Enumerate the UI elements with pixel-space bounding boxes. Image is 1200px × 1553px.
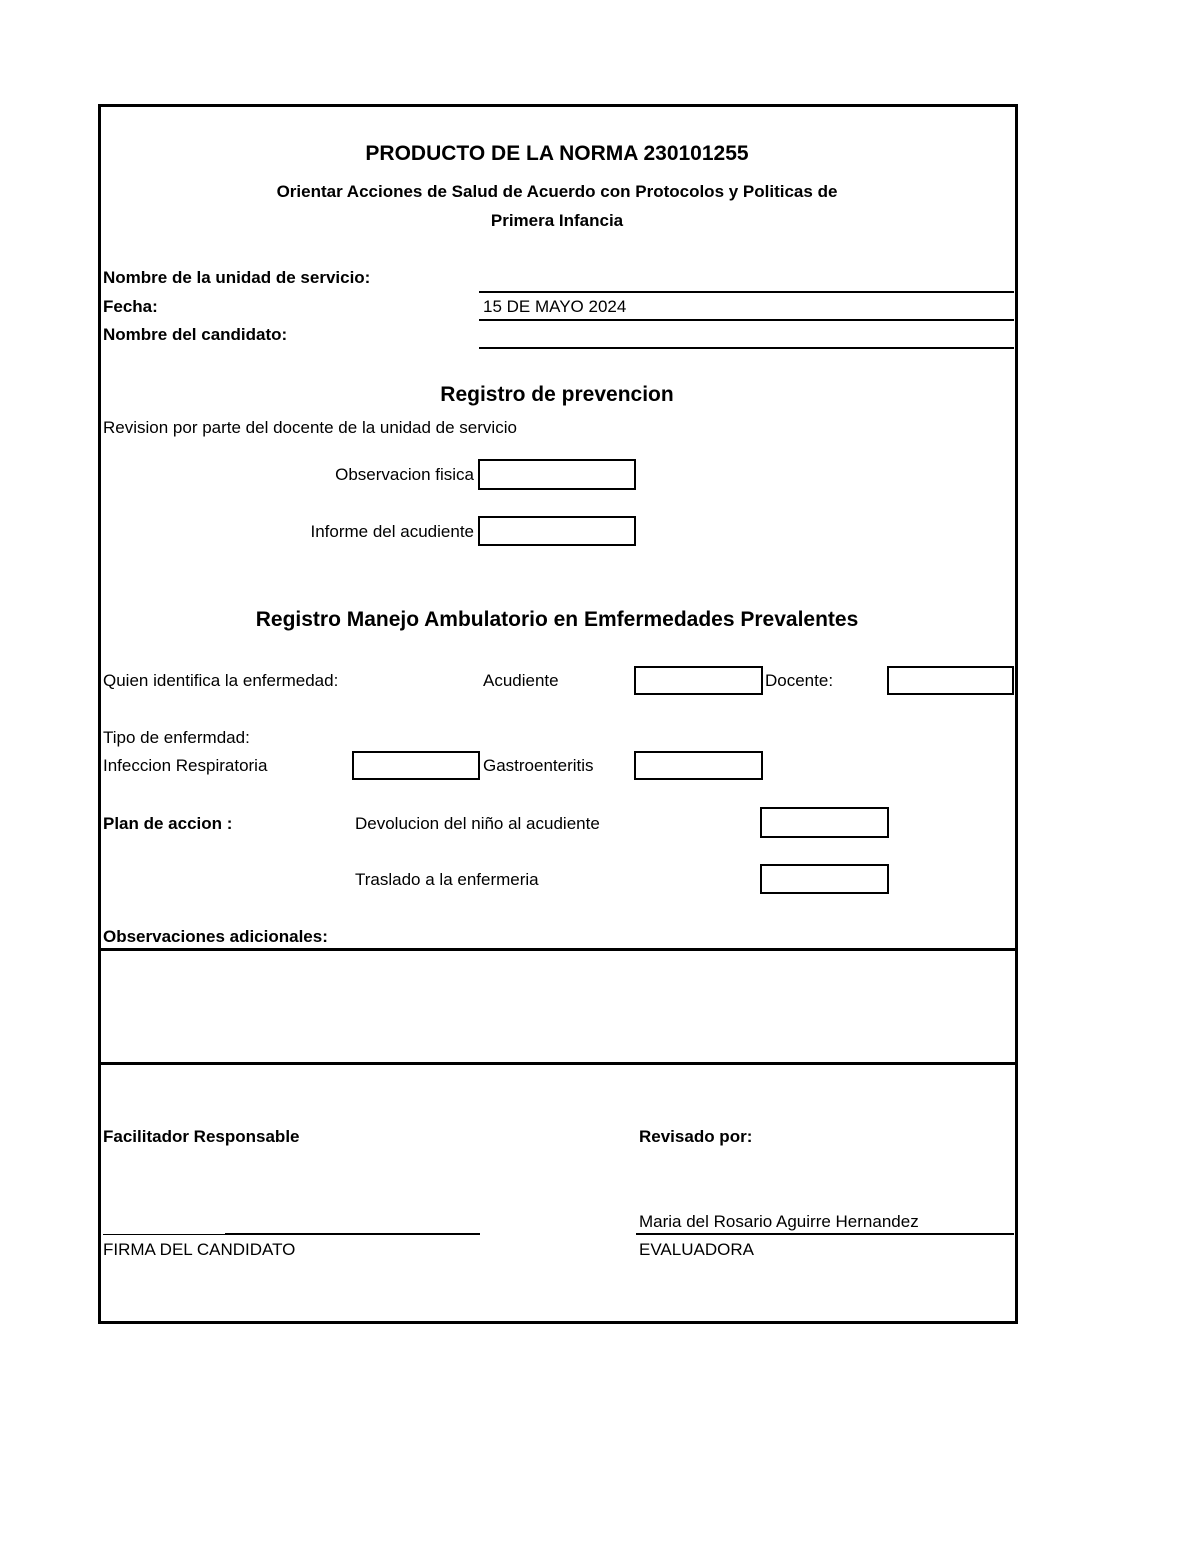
unit-label: Nombre de la unidad de servicio:: [103, 268, 371, 287]
unit-underline: [479, 291, 1014, 293]
reviewer-signature-line: [636, 1233, 1014, 1235]
guardian-report-checkbox[interactable]: [478, 516, 636, 546]
review-text: Revision por parte del docente de la unidad de servicio: [103, 418, 517, 437]
facilitator-label: Facilitador Responsable: [103, 1127, 300, 1146]
transfer-label: Traslado a la enfermeria: [355, 870, 539, 889]
gastro-label: Gastroenteritis: [483, 756, 594, 775]
respiratory-label: Infeccion Respiratoria: [103, 756, 268, 775]
physical-observation-label: Observacion fisica: [335, 465, 474, 484]
form-subtitle-line2: Primera Infancia: [490, 211, 624, 230]
illness-type-label: Tipo de enfermdad:: [103, 728, 250, 747]
date-label: Fecha:: [103, 297, 158, 316]
date-underline: [479, 319, 1014, 321]
candidate-underline: [479, 347, 1014, 349]
who-identifies-label: Quien identifica la enfermedad:: [103, 671, 339, 690]
ambulatory-title: Registro Manejo Ambulatorio en Emfermedades Prevalentes: [255, 608, 859, 631]
action-plan-label: Plan de accion :: [103, 814, 233, 833]
prevention-title: Registro de prevencion: [440, 383, 674, 406]
transfer-checkbox[interactable]: [760, 864, 889, 894]
physical-observation-checkbox[interactable]: [478, 459, 636, 490]
candidate-signature-line-thin: [103, 1234, 225, 1235]
respiratory-checkbox[interactable]: [352, 751, 480, 780]
guardian-report-label: Informe del acudiente: [310, 522, 474, 541]
candidate-signature-label: FIRMA DEL CANDIDATO: [103, 1240, 296, 1259]
additional-observations-label: Observaciones adicionales:: [103, 927, 328, 946]
return-to-guardian-label: Devolucion del niño al acudiente: [355, 814, 600, 833]
guardian-option-checkbox[interactable]: [634, 666, 763, 695]
date-field[interactable]: 15 DE MAYO 2024: [483, 297, 627, 316]
candidate-signature-line: [225, 1233, 480, 1235]
teacher-option-checkbox[interactable]: [887, 666, 1014, 695]
candidate-label: Nombre del candidato:: [103, 325, 288, 344]
guardian-option-label: Acudiente: [483, 671, 559, 690]
teacher-option-label: Docente:: [765, 671, 834, 690]
reviewed-by-label: Revisado por:: [639, 1127, 753, 1146]
additional-observations-area[interactable]: [101, 951, 1012, 1061]
observations-bottom-border: [98, 1062, 1016, 1065]
return-to-guardian-checkbox[interactable]: [760, 807, 889, 838]
gastro-checkbox[interactable]: [634, 751, 763, 780]
reviewer-name: Maria del Rosario Aguirre Hernandez: [639, 1212, 919, 1231]
evaluator-label: EVALUADORA: [639, 1240, 754, 1259]
form-subtitle-line1: Orientar Acciones de Salud de Acuerdo con Protocolos y Politicas de: [276, 182, 838, 201]
form-title: PRODUCTO DE LA NORMA 230101255: [365, 142, 749, 165]
